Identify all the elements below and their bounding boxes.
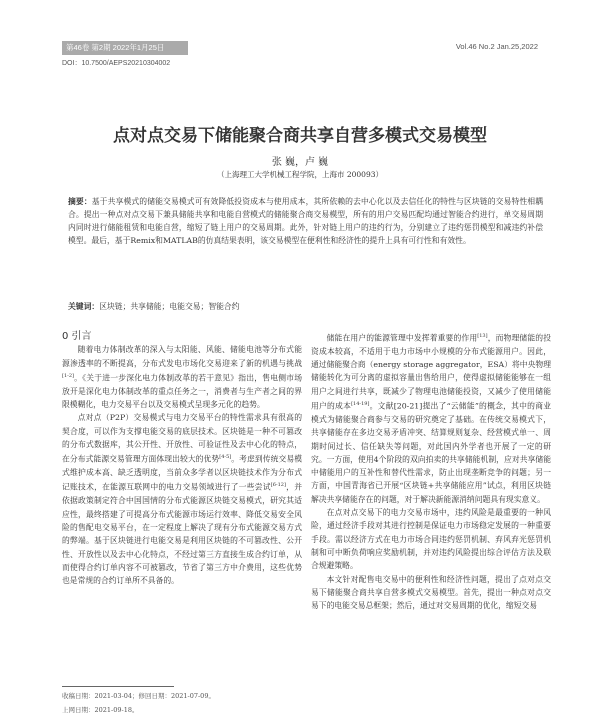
- abstract-text: 基于共享模式的储能交易模式可有效降低投资成本与使用成本，其所依赖的去中心化以及去信任化的特性与区块链的交易特性相耦合。提出一种点对点交易下兼具储能共享和电能自营模式的储能聚合商交易模型，所有的用户交易匹配均通过智能合约进行，单交易周期内同时进行储能租赁和电能自营，缩短了链上用户的交易周期。此外，针对链上用户的违约行为，分别建立了违约惩罚模型和减违约补偿模型。最后，基于Remix和MATLAB的仿真结果表明，该交易模型在便利性和经济性的提升上具有可行性和有效性。: [68, 197, 544, 245]
- keywords-label: 关键词：: [68, 302, 100, 311]
- abstract-label: 摘要：: [68, 197, 92, 206]
- received-date: 收稿日期：2021-03-04；修回日期：2021-07-09。: [62, 692, 215, 700]
- paragraph: 本文针对配售电交易中的便利性和经济性问题，提出了点对点交易下储能聚合商共享自营多模式交易模型。首先，提出一种点对点交易下的电能交易总框架；然后，通过对交易周期的优化，缩短交易: [311, 574, 551, 611]
- paper-title: 点对点交易下储能聚合商共享自营多模式交易模型: [113, 126, 487, 146]
- authors: 张 巍，卢 巍: [271, 157, 329, 168]
- paragraph: 随着电力体制改革的深入与太阳能、风能、储能电池等分布式能源渗透率的不断提高，分布式发电市场化交易迎来了新的机遇与挑战[1-2]。《关于进一步深化电力体制改革的若干意见》指出，售电侧市场放开是深化电力体制改革的重点任务之一，消费者与生产者之间的界限模糊化，电力交易平台以及交易模式呈现多元化的趋势。: [62, 345, 302, 410]
- section-heading: 0 引言: [62, 331, 92, 342]
- citation: [14-19]: [351, 401, 370, 408]
- journal-issue-english: Vol.46 No.2 Jan.25,2022: [455, 42, 538, 51]
- citation: [6-12]: [270, 482, 286, 489]
- citation: [13]: [477, 333, 488, 339]
- right-column: [311, 330, 551, 612]
- citation: [4-5]: [219, 454, 232, 461]
- paragraph: 储能在用户的能源管理中发挥着重要的作用[13]，而物理储能的投资成本较高，不适用于电力市场中小规模的分布式能源用户。因此，通过储能聚合商（energy storage aggregator，ESA）将中央物理储能转化为可分离的虚拟容量出售给用户，使得虚拟储能能够在一组用户之间进行共享，既减少了物理电池储能投资，又减少了使用储能用户的成本[14-19]。文献[20-21]提出了“云储能”的概念，其中的商业模式为储能聚合商参与交易的研究奠定了基础。在传统交易模式下，共享储能存在多边交易矛盾冲突、结算规则复杂、经营模式单一、周期时间过长、信任缺失等问题，对此国内外学者也开展了一定的研究。一方面，使用4个阶段的双向拍卖的共享储能机制，应对共享储能中储能用户的互补性和替代性需求，防止出现垄断竞争的问题；另一方面，中国青海省已开展“区块链+共享储能应用”试点，利用区块链解决共享储能存在的问题，对于解决新能源消纳问题具有现实意义。: [311, 333, 552, 504]
- online-date: 上网日期：2021-09-18。: [62, 706, 139, 714]
- keywords-text: 区块链；共享储能；电能交易；智能合约: [99, 302, 240, 311]
- footnote-divider: [62, 686, 174, 687]
- paragraph: 点对点（P2P）交易模式与电力交易平台的特性需求具有很高的契合度，可以作为支撑电能交易的底层技术。区块链是一种不可篡改的分布式数据库，其公开性、开放性、可验证性及去中心化的特点，在分布式能源交易管理方面体现出较大的优势[4-5]。考虑到传统交易模式维护成本高、缺乏透明度，当前众多学者以区块链技术作为分布式记账技术，在能源互联网中的电力交易领域进行了一些尝试[6-12]，并依据政策制定符合中国国情的分布式能源区块链交易模式，研究其适应性，最终搭建了可提高分布式能源市场运行效率、降低交易安全风险的售配电交易平台，在一定程度上解决了现有分布式能源交易方式的弊端。基于区块链进行电能交易是利用区块链的不可篡改性、公开性、开放性以及去中心化特点，不经过第三方直接生成合约订单，从而使得合约订单内容不可被篡改，节省了第三方中介费用，这些优势也是常规的合约订单所不具备的。: [62, 413, 303, 586]
- doi: DOI：10.7500/AEPS20210304002: [62, 60, 171, 67]
- citation: [1-2]: [62, 372, 74, 379]
- left-column: [62, 330, 302, 587]
- journal-issue-banner: 第46卷 第2期 2022年1月25日: [62, 41, 188, 55]
- affiliation: （上海理工大学机械工程学院，上海市 200093）: [216, 170, 383, 179]
- keywords: [68, 301, 543, 312]
- abstract: [68, 195, 543, 247]
- paragraph: 在点对点交易下的电力交易市场中，违约风险是最重要的一种风险，通过经济手段对其进行控制是保证电力市场稳定发展的一种重要手段。需以经济方式在电力市场合同违约惩罚机制、弃风弃光惩罚机制和可中断负荷响应奖励机制，并对违约风险提出综合评估方法及联合规避策略。: [311, 508, 551, 571]
